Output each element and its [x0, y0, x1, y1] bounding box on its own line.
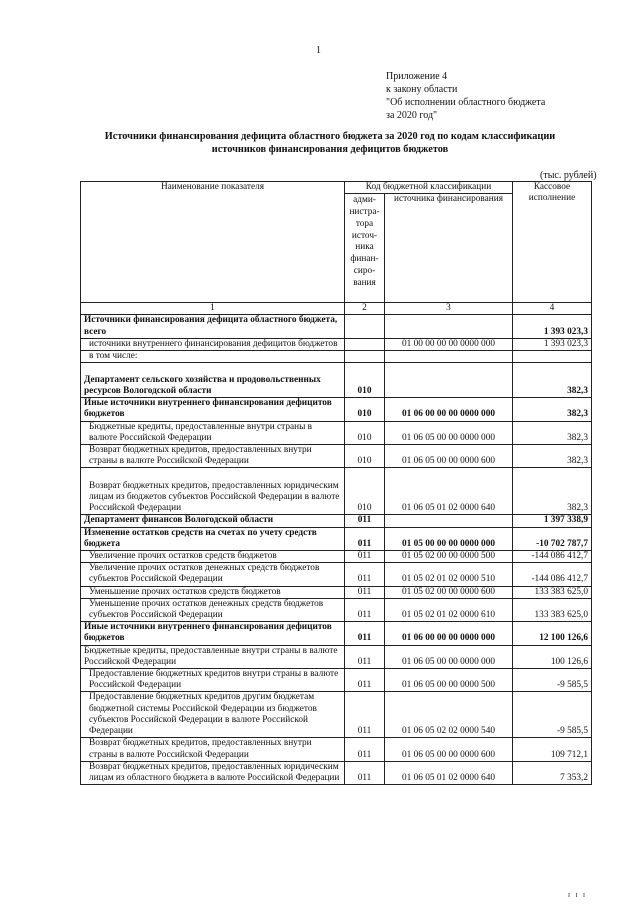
row-amount: -144 086 412,7 — [513, 563, 592, 586]
row-admin-code: 010 — [345, 445, 385, 468]
page-number: 1 — [316, 45, 321, 56]
table-row — [81, 315, 592, 338]
row-name: Департамент сельского хозяйства и продовольственных ресурсов Вологодской области — [81, 363, 345, 398]
row-admin-code: 011 — [345, 692, 385, 738]
row-admin-code: 011 — [345, 645, 385, 668]
units-label: (тыс. рублей) — [540, 170, 597, 181]
row-admin-code — [345, 315, 385, 338]
header-execution: Кассовое исполнение — [513, 182, 592, 303]
row-name: Уменьшение прочих остатков денежных средств бюджетов субъектов Российской Федерации — [81, 598, 345, 621]
table-row — [81, 598, 592, 621]
row-name: Возврат бюджетных кредитов, предоставленных юридическим лицам из бюджетов субъектов Российской Федерации в валюте Российской Федерации — [81, 468, 345, 515]
row-name: источники внутреннего финансирования дефицитов бюджетов — [81, 338, 345, 350]
table-row — [81, 622, 592, 645]
column-number: 4 — [513, 303, 592, 315]
row-admin-code — [345, 338, 385, 350]
header-admin: адми-нистра-тора источ-ника финан-сиро-вания — [345, 194, 385, 303]
page-footer-mark: I I I — [568, 893, 587, 899]
row-amount: -10 702 787,7 — [513, 527, 592, 550]
table-row — [81, 398, 592, 421]
header-code: Код бюджетной классификации — [345, 182, 513, 194]
row-admin-code: 011 — [345, 598, 385, 621]
row-admin-code — [345, 351, 385, 363]
row-source-code: 01 06 05 01 02 0000 640 — [385, 761, 513, 784]
row-source-code: 01 06 05 00 00 0000 000 — [385, 645, 513, 668]
row-amount: -144 086 412,7 — [513, 551, 592, 563]
row-source-code: 01 05 00 00 00 0000 000 — [385, 527, 513, 550]
table-body — [81, 315, 592, 785]
row-name: Предоставление бюджетных кредитов другим бюджетам бюджетной системы Российской Федерации из бюджетов субъектов Российской Федерации в валюте Российской Федерации — [81, 692, 345, 738]
row-source-code: 01 06 05 01 02 0000 640 — [385, 468, 513, 515]
row-amount: 7 353,2 — [513, 761, 592, 784]
row-source-code: 01 06 00 00 00 0000 000 — [385, 398, 513, 421]
table-row — [81, 363, 592, 398]
table-row — [81, 692, 592, 738]
table-row — [81, 563, 592, 586]
document-title: Источники финансирования дефицита областного бюджета за 2020 год по кодам классификации источников финансирования дефицитов бюджетов — [104, 131, 556, 155]
appendix-line: "Об исполнении областного бюджета — [386, 97, 546, 108]
row-admin-code: 011 — [345, 669, 385, 692]
row-amount: -9 585,5 — [513, 692, 592, 738]
row-source-code: 01 06 05 02 02 0000 540 — [385, 692, 513, 738]
row-name: Иные источники внутреннего финансирования дефицитов бюджетов — [81, 398, 345, 421]
row-amount: 100 126,6 — [513, 645, 592, 668]
row-source-code: 01 05 02 00 00 0000 600 — [385, 586, 513, 598]
header-name: Наименование показателя — [81, 182, 345, 303]
row-amount: 1 397 338,9 — [513, 515, 592, 527]
table-row — [81, 421, 592, 444]
row-source-code — [385, 363, 513, 398]
row-source-code: 01 00 00 00 00 0000 000 — [385, 338, 513, 350]
row-amount: 133 383 625,0 — [513, 586, 592, 598]
row-admin-code: 010 — [345, 468, 385, 515]
row-name: в том числе: — [81, 351, 345, 363]
row-admin-code: 010 — [345, 398, 385, 421]
table-row — [81, 586, 592, 598]
row-amount: 12 100 126,6 — [513, 622, 592, 645]
row-name: Возврат бюджетных кредитов, предоставленных внутри страны в валюте Российской Федерации — [81, 445, 345, 468]
row-name: Увеличение прочих остатков денежных средств бюджетов субъектов Российской Федерации — [81, 563, 345, 586]
row-amount: 1 393 023,3 — [513, 338, 592, 350]
appendix-line: за 2020 год" — [386, 110, 438, 121]
table-row — [81, 351, 592, 363]
row-admin-code: 010 — [345, 363, 385, 398]
row-source-code: 01 06 05 00 00 0000 000 — [385, 421, 513, 444]
appendix-note — [386, 70, 545, 122]
table-row — [81, 645, 592, 668]
row-name: Бюджетные кредиты, предоставленные внутри страны в валюте Российской Федерации — [81, 645, 345, 668]
row-source-code: 01 06 05 00 00 0000 600 — [385, 445, 513, 468]
row-name: Департамент финансов Вологодской области — [81, 515, 345, 527]
row-name: Возврат бюджетных кредитов, предоставленных юридическим лицам из областного бюджета в валюте Российской Федерации — [81, 761, 345, 784]
row-admin-code: 011 — [345, 586, 385, 598]
row-amount: 382,3 — [513, 398, 592, 421]
row-admin-code: 011 — [345, 761, 385, 784]
row-name: Иные источники внутреннего финансирования дефицитов бюджетов — [81, 622, 345, 645]
row-source-code: 01 06 05 00 00 0000 600 — [385, 738, 513, 761]
row-source-code: 01 05 02 01 02 0000 610 — [385, 598, 513, 621]
row-amount: 1 393 023,3 — [513, 315, 592, 338]
row-name: Уменьшение прочих остатков средств бюджетов — [81, 586, 345, 598]
row-admin-code: 011 — [345, 738, 385, 761]
row-name: Возврат бюджетных кредитов, предоставленных внутри страны в валюте Российской Федерации — [81, 738, 345, 761]
row-source-code — [385, 351, 513, 363]
row-name: Изменение остатков средств на счетах по учету средств бюджета — [81, 527, 345, 550]
row-amount — [513, 351, 592, 363]
table-row — [81, 738, 592, 761]
row-admin-code: 011 — [345, 622, 385, 645]
column-number: 3 — [385, 303, 513, 315]
header-source: источника финансирования — [385, 194, 513, 303]
row-name: Бюджетные кредиты, предоставленные внутри страны в валюте Российской Федерации — [81, 421, 345, 444]
table-row — [81, 527, 592, 550]
row-amount: 382,3 — [513, 468, 592, 515]
row-name: Предоставление бюджетных кредитов внутри страны в валюте Российской Федерации — [81, 669, 345, 692]
appendix-line: к закону области — [386, 84, 458, 95]
row-source-code — [385, 515, 513, 527]
row-amount: 133 383 625,0 — [513, 598, 592, 621]
row-source-code: 01 05 02 00 00 0000 500 — [385, 551, 513, 563]
table-row — [81, 515, 592, 527]
row-amount: -9 585,5 — [513, 669, 592, 692]
row-source-code: 01 06 05 00 00 0000 500 — [385, 669, 513, 692]
row-source-code: 01 06 00 00 00 0000 000 — [385, 622, 513, 645]
table-row — [81, 669, 592, 692]
row-admin-code: 011 — [345, 515, 385, 527]
row-source-code: 01 05 02 01 02 0000 510 — [385, 563, 513, 586]
row-name: Увеличение прочих остатков средств бюджетов — [81, 551, 345, 563]
column-number: 2 — [345, 303, 385, 315]
row-amount: 382,3 — [513, 421, 592, 444]
row-source-code — [385, 315, 513, 338]
row-admin-code: 011 — [345, 563, 385, 586]
table-row — [81, 468, 592, 515]
row-admin-code: 011 — [345, 551, 385, 563]
table-row — [81, 761, 592, 784]
appendix-line: Приложение 4 — [386, 71, 448, 82]
table-row — [81, 338, 592, 350]
row-admin-code: 010 — [345, 421, 385, 444]
table-row — [81, 551, 592, 563]
financing-sources-table — [80, 181, 592, 785]
row-amount: 382,3 — [513, 445, 592, 468]
row-amount: 382,3 — [513, 363, 592, 398]
row-amount: 109 712,1 — [513, 738, 592, 761]
row-admin-code: 011 — [345, 527, 385, 550]
table-row — [81, 445, 592, 468]
column-number: 1 — [81, 303, 345, 315]
row-name: Источники финансирования дефицита областного бюджета, всего — [81, 315, 345, 338]
